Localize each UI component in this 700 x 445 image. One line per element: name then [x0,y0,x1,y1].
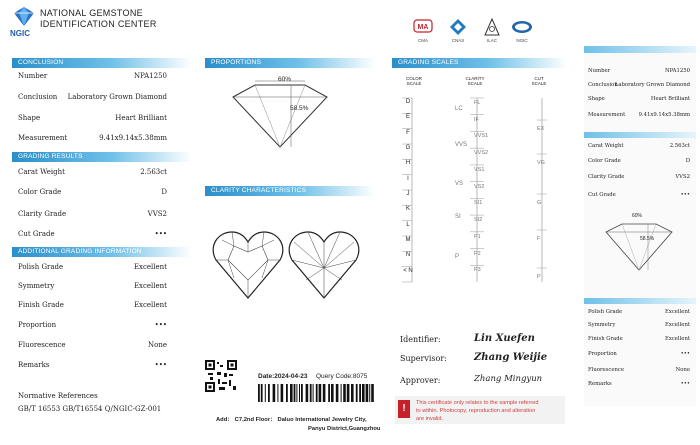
grading-label: Cut Grade [18,230,55,238]
additional-label: Finish Grade [18,301,64,309]
color-grade: D [405,99,411,105]
additional-value: ••• [154,361,167,369]
barcode-bar [306,384,309,402]
logo-caption-cnas: CNAS [451,38,465,43]
side-conclusion-label: Conclusion [588,82,618,88]
side-additional-label: Polish Grade [588,309,623,315]
barcode-bar [328,384,330,402]
clarity-group: LC [455,106,463,112]
side-conclusion-value: Heart Brilliant [650,96,690,102]
side-conclusion-label: Shape [588,96,605,102]
additional-label: Remarks [18,361,50,369]
logo-caption-ilac: ILAC [486,38,497,43]
grading-label: Carat Weight [18,168,65,176]
additional-label: Fluorescence [18,341,66,349]
cut-grade: P [537,274,541,280]
barcode-bar [294,384,296,402]
side-depth-percent: 58.5% [640,236,655,242]
conclusion-value: Heart Brilliant [115,114,167,122]
grading-label: Color Grade [18,188,62,196]
barcode [258,384,374,402]
barcode-bar [331,384,334,402]
disclaimer-line1: This certificate only relates to the sample referred [416,400,539,406]
cut-grade: EX [537,126,545,132]
grading-results-header: GRADING RESULTS [12,152,192,162]
depth-percent: 58.5% [290,105,309,112]
clarity-grade: VVS1 [474,133,489,140]
barcode-bar [313,384,314,402]
disclaimer-line3: are invalid. [416,416,444,422]
side-additional-label: Proportion [588,351,617,357]
barcode-bar [296,384,297,402]
grading-value: VVS2 [147,210,167,218]
conclusion-value: Laboratory Grown Diamond [67,93,167,101]
side-proportion-diagram [596,218,682,274]
references-title: Normative References [18,392,98,400]
issue-date: Date:2024-04-23 [258,373,308,380]
side-conclusion-label: Measurement [588,112,626,118]
proportions-header: PROPORTIONS [205,58,375,68]
barcode-bar [261,384,263,402]
barcode-bar [356,384,358,402]
barcode-bar [323,384,326,402]
org-name-line2: IDENTIFICATION CENTER [40,19,157,29]
clarity-grade: FL [474,100,481,106]
grading-label: Clarity Grade [18,210,67,218]
org-name-line1: NATIONAL GEMSTONE [40,8,143,18]
side-additional-label: Finish Grade [588,336,623,342]
side-grading-value: VVS2 [675,174,690,180]
side-grading-label: Clarity Grade [588,174,625,180]
clarity-grade: P3 [474,267,481,274]
conclusion-label: Conclusion [18,93,58,101]
barcode-bar [290,384,293,402]
barcode-bar [286,384,288,402]
clarity-grade: SI1 [474,200,483,207]
side-additional-label: Fluorescence [588,367,624,373]
clarity-group: SI [455,214,461,220]
signature-name: Zhang Weijie [474,352,548,363]
logo-caption-cma: CMA [418,38,428,43]
clarity-scale-header: CLARITY SCALE [465,76,485,86]
side-conclusion-label: Number [588,68,611,74]
color-grade: < N [403,267,413,274]
barcode-bar [319,384,322,402]
ngic-logo [12,6,36,28]
grading-value: D [161,188,167,196]
conclusion-label: Shape [18,114,41,122]
color-grade: M [405,237,411,243]
barcode-bar [336,384,339,402]
logo-text: NGIC [10,29,30,38]
barcode-bar [316,384,318,402]
side-top-bar [584,46,696,53]
side-additional-value: ••• [680,381,690,387]
side-conclusion-value: 9.41x9.14x5.38mm [638,112,690,118]
color-grade: N [405,252,411,259]
references-text: GB/T 16553 GB/T16554 Q/NGIC-GZ-001 [18,405,162,413]
clarity-header: CLARITY CHARACTERISTICS [205,186,375,196]
barcode-bar [265,384,266,402]
grading-scales-header: GRADING SCALES [392,58,567,68]
signature-label: Supervisor: [400,354,447,363]
color-grade: L [406,221,410,228]
side-grading-label: Color Grade [588,158,621,164]
additional-label: Symmetry [18,282,55,290]
conclusion-value: 9.41x9.14x5.38mm [99,134,167,142]
additional-label: Polish Grade [18,263,64,271]
side-grading-value: D [685,158,690,164]
additional-value: None [148,341,167,349]
barcode-bar [273,384,276,402]
proportion-diagram [215,75,345,155]
barcode-bar [362,384,365,402]
cut-grade: F [537,236,541,242]
cut-grade: VG [537,160,545,166]
color-grade: K [405,206,410,213]
clarity-group: VVS [455,142,468,148]
grading-value: ••• [154,230,167,238]
clarity-grade: VS2 [474,183,485,190]
color-scale-header: COLOR SCALE [405,76,422,86]
barcode-bar [366,384,369,402]
barcode-bar [299,384,300,402]
barcode-bar [310,384,312,402]
barcode-bar [343,384,346,402]
color-grade: H [405,160,411,167]
barcode-bar [341,384,342,402]
side-table-percent: 60% [632,213,643,219]
signature-name: Zhang Mingyun [474,374,543,384]
clarity-grade: P2 [474,250,481,257]
cut-grade: G [537,200,542,206]
address-line1: Add： C7,2nd Floor： Daluo International Jewelry City, [216,417,367,423]
color-grade: J [406,191,410,197]
additional-value: Excellent [133,301,167,309]
qr-code [205,360,237,392]
clarity-grade: P1 [474,233,481,240]
heart-crown-diagram [212,228,284,300]
disclaimer-line2: to within. Photocopy, reproduction and alteration [416,408,536,414]
clarity-grade: VS1 [474,166,485,173]
clarity-grade: IF [474,116,479,123]
clarity-grade: SI2 [474,217,483,224]
color-grade: F [406,129,410,136]
side-additional-bar [584,298,696,304]
color-grade: E [405,114,410,121]
signature-name: Lin Xuefen [474,333,535,344]
side-additional-value: Excellent [664,322,690,328]
side-grading-value: ••• [680,192,690,198]
color-grade: G [405,145,411,151]
side-conclusion-value: NPA1250 [664,68,690,74]
side-grading-value: 2.563ct [669,143,690,149]
additional-header: ADDITIONAL GRADING INFORMATION [12,247,192,257]
svg-text:MA: MA [417,24,429,31]
side-grading-label: Cut Grade [588,192,616,198]
signature-label: Identifier: [400,335,441,344]
side-additional-value: Excellent [664,309,690,315]
side-grading-bar [584,132,696,138]
barcode-bar [268,384,270,402]
additional-value: Excellent [133,282,167,290]
grading-value: 2.563ct [140,168,167,176]
side-additional-value: ••• [680,351,690,357]
barcode-bar [258,384,260,402]
side-conclusion-value: Laboratory Grown Diamond [614,82,690,88]
signature-label: Approver: [400,376,441,385]
conclusion-label: Number [18,72,48,80]
warning-icon: ! [398,400,410,418]
side-additional-label: Symmetry [588,322,616,328]
conclusion-value: NPA1250 [133,72,167,80]
clarity-group: VS [455,181,464,187]
table-percent: 60% [278,76,292,83]
barcode-bar [347,384,350,402]
cert-logos [412,17,540,39]
additional-label: Proportion [18,321,57,329]
side-additional-value: Excellent [664,336,690,342]
address-line2: Panyu District,Guangzhou [308,426,381,432]
barcode-bar [281,384,284,402]
side-additional-label: Remarks [588,381,612,387]
side-additional-value: None [675,367,690,373]
query-code: Query Code:8075 [316,373,368,380]
barcode-bar [351,384,354,402]
barcode-bar [277,384,278,402]
additional-value: ••• [154,321,167,329]
color-grade: I [407,175,409,182]
heart-pavilion-diagram [288,228,360,300]
conclusion-label: Measurement [18,134,68,142]
side-grading-label: Carat Weight [588,143,624,149]
barcode-bar [359,384,361,402]
barcode-bar [301,384,303,402]
logo-caption-ngic: NGIC [516,38,528,43]
cut-scale-header: CUT SCALE [531,76,547,86]
conclusion-header: CONCLUSION [12,58,192,68]
additional-value: Excellent [133,263,167,271]
barcode-bar [371,384,374,402]
barcode-bar [369,384,370,402]
clarity-group: P [455,254,460,260]
clarity-grade: VVS2 [474,150,489,157]
